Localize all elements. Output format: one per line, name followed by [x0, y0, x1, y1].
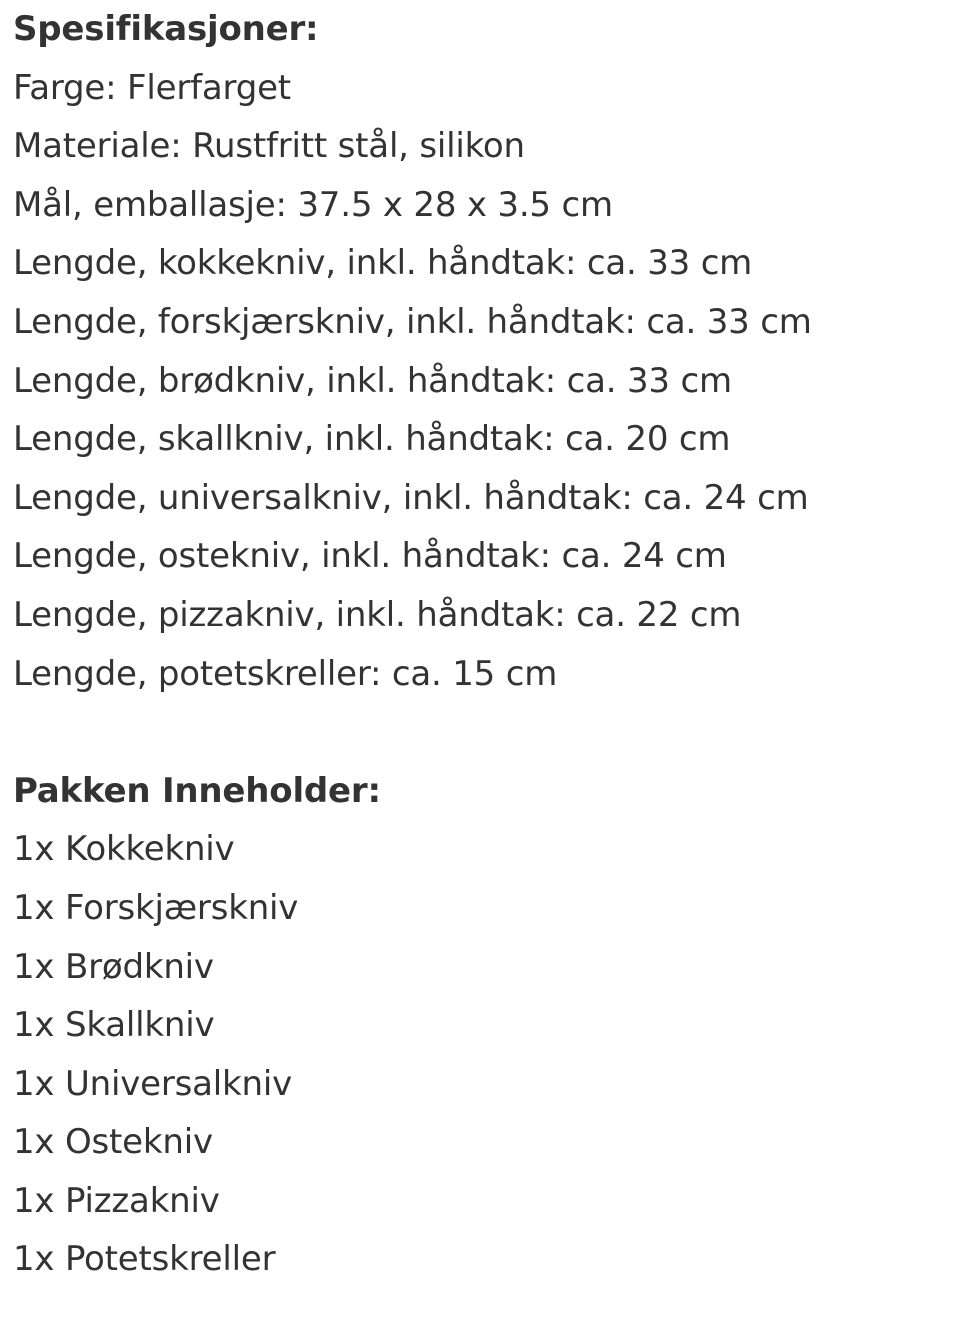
specifications-heading: Spesifikasjoner: [13, 9, 319, 49]
package-contents-section [13, 762, 953, 1289]
package-item: 1x Skallkniv [13, 1005, 215, 1046]
spec-line-material: Materiale: Rustfritt stål, silikon [13, 126, 525, 167]
spec-line-peeler-length: Lengde, potetskreller: ca. 15 cm [13, 653, 558, 694]
specifications-section [13, 0, 953, 703]
spec-line-cheese-knife-length: Lengde, ostekniv, inkl. håndtak: ca. 24 cm [13, 536, 727, 577]
package-item: 1x Brødkniv [13, 946, 214, 987]
spec-line-pizza-knife-length: Lengde, pizzakniv, inkl. håndtak: ca. 22 cm [13, 594, 742, 635]
spec-line-bread-knife-length: Lengde, brødkniv, inkl. håndtak: ca. 33 cm [13, 360, 732, 401]
package-item: 1x Pizzakniv [13, 1180, 220, 1221]
spec-line-package-size: Mål, emballasje: 37.5 x 28 x 3.5 cm [13, 184, 613, 225]
spec-line-utility-knife-length: Lengde, universalkniv, inkl. håndtak: ca. 24 cm [13, 477, 809, 518]
package-item: 1x Ostekniv [13, 1122, 213, 1163]
package-contents-heading: Pakken Inneholder: [13, 770, 381, 811]
spec-line-color: Farge: Flerfarget [13, 67, 291, 108]
spec-line-carving-knife-length: Lengde, forskjærskniv, inkl. håndtak: ca. 33 cm [13, 301, 812, 342]
spec-line-chef-knife-length: Lengde, kokkekniv, inkl. håndtak: ca. 33 cm [13, 243, 753, 284]
spec-line-paring-knife-length: Lengde, skallkniv, inkl. håndtak: ca. 20 cm [13, 419, 731, 460]
package-item: 1x Potetskreller [13, 1239, 276, 1280]
package-item: 1x Kokkekniv [13, 829, 235, 870]
product-description [13, 0, 953, 1289]
section-spacer [13, 703, 953, 762]
package-item: 1x Universalkniv [13, 1063, 293, 1104]
package-item: 1x Forskjærskniv [13, 887, 299, 928]
